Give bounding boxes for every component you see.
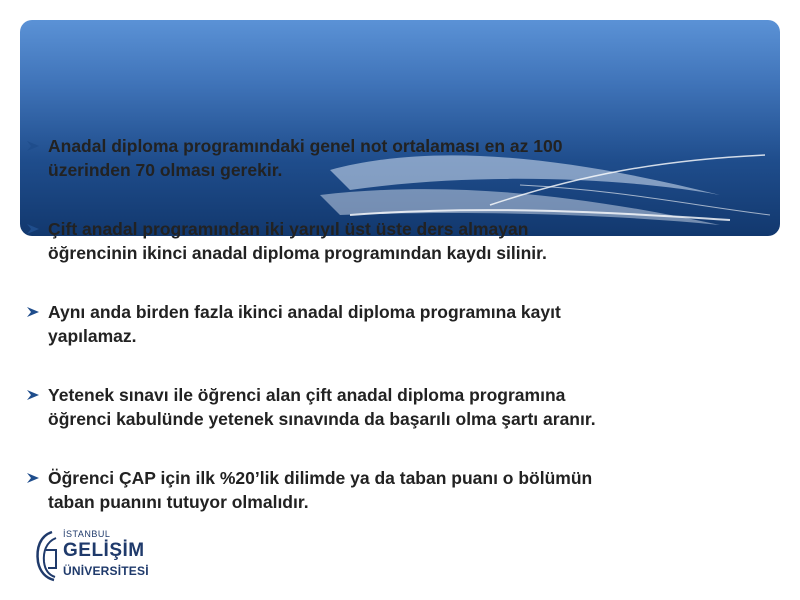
bullet-text-line1: Öğrenci ÇAP için ilk %20’lik dilimde ya da taban puanı o bölümün (48, 468, 593, 488)
bullet-text-line2: üzerinden 70 olması gerekir. (48, 160, 283, 180)
list-item (26, 466, 766, 514)
bullet-text-line1: Yetenek sınavı ile öğrenci alan çift anadal diploma programına (48, 385, 566, 405)
arrow-bullet-icon (26, 472, 40, 484)
logo-text-gelisim: GELİŞİM (63, 540, 145, 561)
bullet-text-line1: Aynı anda birden fazla ikinci anadal diploma programına kayıt (48, 302, 561, 322)
bullet-text-line2: öğrenci kabulünde yetenek sınavında da başarılı olma şartı aranır. (48, 409, 596, 429)
list-item (26, 300, 766, 348)
list-item (26, 383, 766, 431)
bullet-list (26, 134, 766, 549)
university-logo (32, 528, 172, 586)
university-emblem-icon (32, 528, 60, 582)
bullet-text-line2: öğrencinin ikinci anadal diploma programından kaydı silinir. (48, 243, 547, 263)
bullet-text-line2: yapılamaz. (48, 326, 137, 346)
logo-text-universitesi: ÜNİVERSİTESİ (63, 564, 149, 578)
arrow-bullet-icon (26, 140, 40, 152)
list-item (26, 217, 766, 265)
list-item (26, 134, 766, 182)
logo-text-istanbul: İSTANBUL (63, 529, 111, 539)
bullet-text-line2: taban puanını tutuyor olmalıdır. (48, 492, 309, 512)
bullet-text-line1: Çift anadal programından iki yarıyıl üst üste ders almayan (48, 219, 529, 239)
arrow-bullet-icon (26, 389, 40, 401)
arrow-bullet-icon (26, 306, 40, 318)
bullet-text-line1: Anadal diploma programındaki genel not ortalaması en az 100 (48, 136, 563, 156)
arrow-bullet-icon (26, 223, 40, 235)
